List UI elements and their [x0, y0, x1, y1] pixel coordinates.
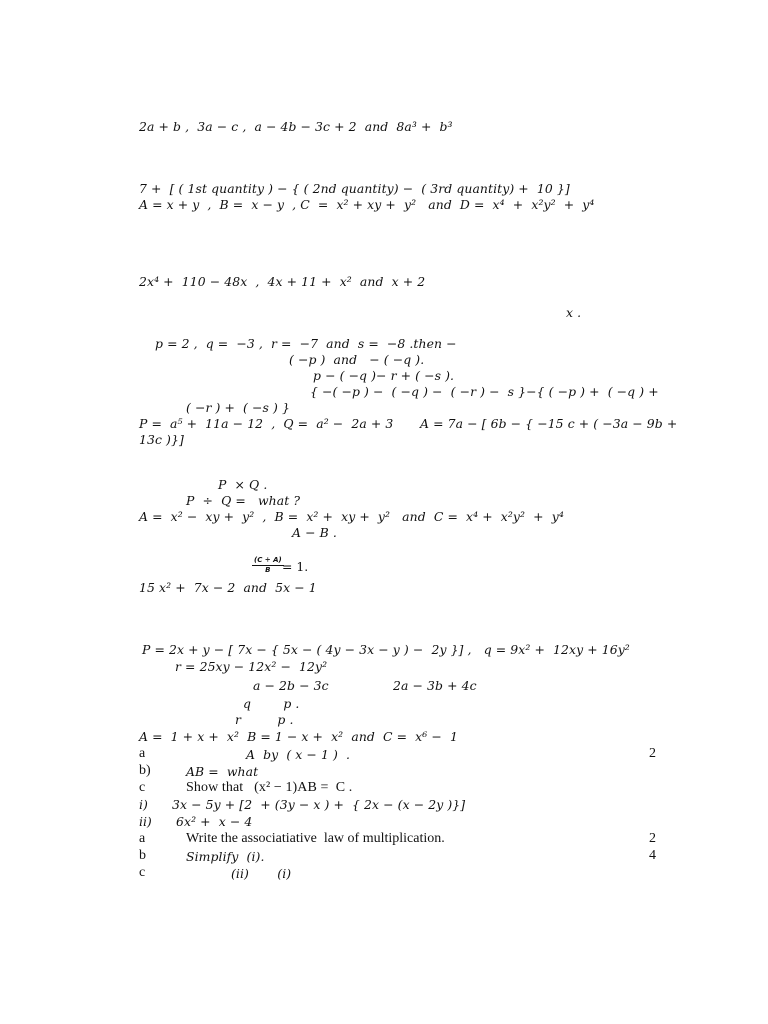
- question-text: 3x − 5y + [2 + (3y − x ) + { 2x − (x − 2y )}]: [172, 797, 466, 812]
- expression-line: x .: [566, 305, 582, 320]
- expression-line: P = a⁵ + 11a − 12 , Q = a² − 2a + 3: [139, 416, 394, 431]
- question-marks: 4: [649, 848, 656, 863]
- expression-line: P ÷ Q = what ?: [186, 493, 301, 508]
- fraction: [252, 556, 284, 574]
- expression-line: 15 x² + 7x − 2 and 5x − 1: [139, 580, 317, 595]
- question-text: 6x² + x − 4: [176, 814, 253, 829]
- expression-line: A = 1 + x + x² B = 1 − x + x² and C = x⁶ − 1: [139, 729, 458, 744]
- question-text: A by ( x − 1 ) .: [246, 747, 351, 762]
- question-text: AB = what: [186, 764, 259, 779]
- expression-line: A = 7a − [ 6b − { −15 c + ( −3a − 9b +: [420, 416, 678, 431]
- expression-line: r = 25xy − 12x² − 12y²: [175, 659, 328, 674]
- expression-line: r p .: [235, 712, 294, 727]
- expression-line: ( −r ) + ( −s ) }: [186, 400, 290, 415]
- question-label: c: [139, 865, 146, 880]
- expression-line: P × Q .: [218, 477, 268, 492]
- question-label: ii): [139, 814, 152, 829]
- expression-line: 7 + [ ( 1st quantity ) − { ( 2nd quantity) − ( 3rd quantity) + 10 }]: [139, 181, 570, 196]
- expression-line: { −( −p ) − ( −q ) − ( −r ) − s }−{ ( −p ) + ( −q ) +: [310, 384, 659, 399]
- expression-line: 2a + b , 3a − c , a − 4b − 3c + 2 and 8a³ + b³: [139, 119, 453, 134]
- question-text: Show that (x² − 1)AB = C .: [186, 780, 353, 795]
- question-label: i): [139, 797, 148, 812]
- expression-line: P = 2x + y − [ 7x − { 5x − ( 4y − 3x − y ) − 2y }] , q = 9x² + 12xy + 16y²: [142, 642, 630, 657]
- expression-line: A − B .: [292, 525, 337, 540]
- fraction-numerator: (C ÷ A): [254, 556, 282, 564]
- question-text: Simplify (i).: [186, 849, 265, 864]
- question-label: b): [139, 763, 151, 778]
- expression-line: p − ( −q )− r + ( −s ).: [313, 368, 455, 383]
- question-label: c: [139, 780, 146, 795]
- question-marks: 2: [649, 831, 656, 846]
- question-label: a: [139, 746, 146, 761]
- expression-line: 2a − 3b + 4c: [393, 678, 477, 693]
- expression-line: q p .: [243, 696, 300, 711]
- fraction-denominator: B: [265, 566, 271, 574]
- expression-line: p = 2 , q = −3 , r = −7 and s = −8 .then −: [155, 336, 457, 351]
- expression-line: A = x² − xy + y² , B = x² + xy + y² and C = x⁴ + x²y² + y⁴: [139, 509, 564, 524]
- question-label: a: [139, 831, 146, 846]
- question-text: Write the associatiative law of multiplication.: [186, 831, 445, 846]
- question-label: b: [139, 848, 146, 863]
- question-text: (ii) (i): [231, 866, 292, 881]
- expression-line: a − 2b − 3c: [253, 678, 329, 693]
- expression-line: A = x + y , B = x − y , C = x² + xy + y² and D = x⁴ + x²y² + y⁴: [139, 197, 595, 212]
- expression-line: 13c )}]: [139, 432, 184, 447]
- question-marks: 2: [649, 746, 656, 761]
- expression-line: = 1.: [282, 559, 309, 574]
- expression-line: ( −p ) and − ( −q ).: [289, 352, 425, 367]
- expression-line: 2x⁴ + 110 − 48x , 4x + 11 + x² and x + 2: [139, 274, 426, 289]
